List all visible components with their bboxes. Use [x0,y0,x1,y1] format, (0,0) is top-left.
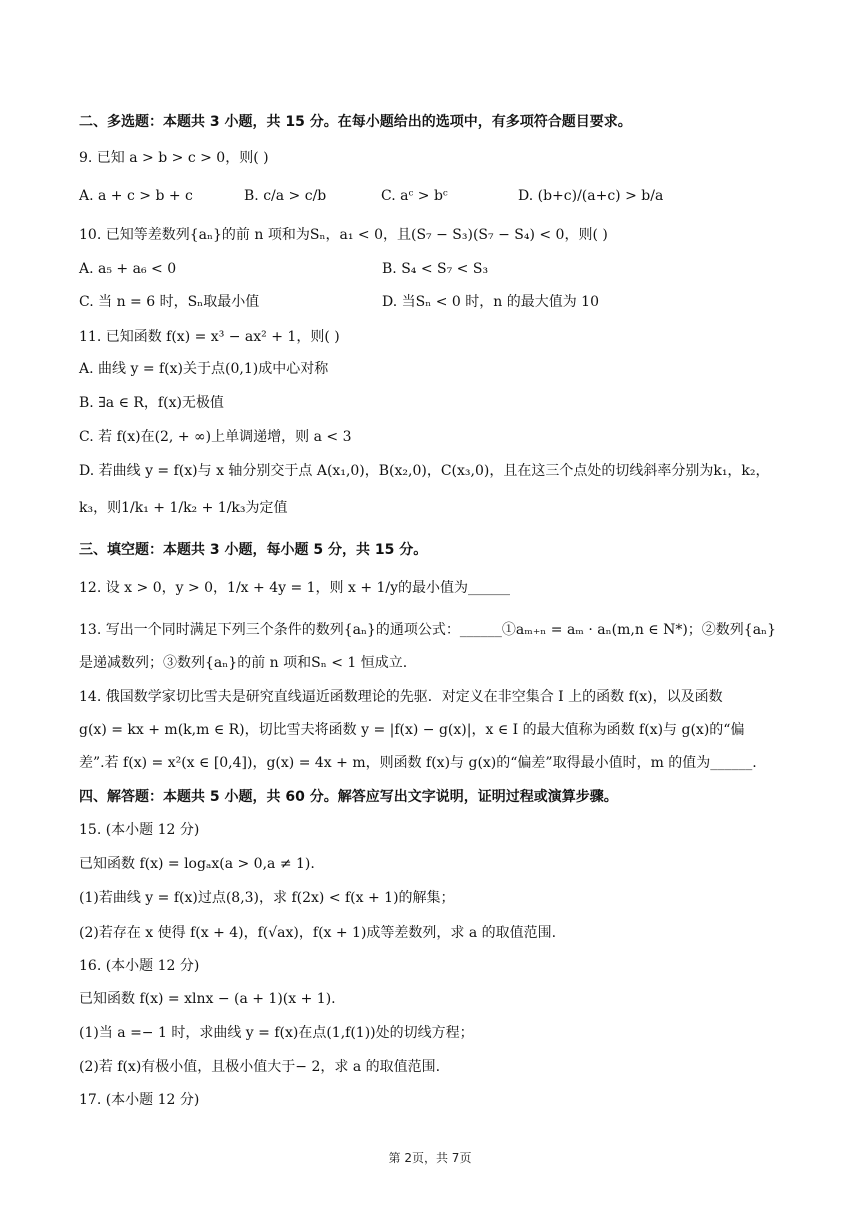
section2-heading: 二、多选题：本题共 3 小题，共 15 分。在每小题给出的选项中，有多项符合题目要求。 [79,114,632,130]
q15-given: 已知函数 f(x) = logₐx(a > 0,a ≠ 1). [79,856,315,872]
q14-line1: 14. 俄国数学家切比雪夫是研究直线逼近函数理论的先驱．对定义在非空集合 I 上的函数 f(x)，以及函数 [79,689,723,705]
q13-line1: 13. 写出一个同时满足下列三个条件的数列{aₙ}的通项公式：______①aₘ₊ₙ = aₘ · aₙ(m,n ∈ N*)；②数列{aₙ} [79,622,777,638]
section4-heading: 四、解答题：本题共 5 小题，共 60 分。解答应写出文字说明，证明过程或演算步骤。 [79,789,618,805]
q11-option-d: D. 若曲线 y = f(x)与 x 轴分别交于点 A(x₁,0)，B(x₂,0)，C(x₃,0)，且在这三个点处的切线斜率分别为k₁，k₂， [79,463,770,479]
q10-option-b: B. S₄ < S₇ < S₃ [382,261,489,277]
q11-option-d-cont: k₃，则1/k₁ + 1/k₂ + 1/k₃为定值 [79,500,288,516]
q9-option-c: C. aᶜ > bᶜ [381,188,448,204]
q10-stem: 10. 已知等差数列{aₙ}的前 n 项和为Sₙ，a₁ < 0，且(S₇ − S₃)(S₇ − S₄) < 0，则( ) [79,227,608,243]
q11-option-c: C. 若 f(x)在(2, + ∞)上单调递增，则 a < 3 [79,429,352,445]
q15-part1: (1)若曲线 y = f(x)过点(8,3)，求 f(2x) < f(x + 1)的解集； [79,890,455,906]
q13-line2: 是递减数列；③数列{aₙ}的前 n 项和Sₙ < 1 恒成立. [79,655,408,671]
q10-option-c: C. 当 n = 6 时，Sₙ取最小值 [79,294,260,310]
q14-line2: g(x) = kx + m(k,m ∈ R)，切比雪夫将函数 y = |f(x) − g(x)|，x ∈ I 的最大值称为函数 f(x)与 g(x)的“偏 [79,722,745,738]
q9-option-b: B. c/a > c/b [244,188,327,204]
q16-part2: (2)若 f(x)有极小值，且极小值大于− 2，求 a 的取值范围. [79,1059,441,1075]
page-footer: 第 2页，共 7页 [388,1151,472,1165]
q9-option-d: D. (b+c)/(a+c) > b/a [518,188,664,204]
q12-stem: 12. 设 x > 0，y > 0，1/x + 4y = 1，则 x + 1/y的最小值为______ [79,580,511,596]
q17-title: 17. (本小题 12 分) [79,1092,200,1108]
q16-part1: (1)当 a =− 1 时，求曲线 y = f(x)在点(1,f(1))处的切线方程； [79,1025,474,1041]
q15-title: 15. (本小题 12 分) [79,822,200,838]
q11-stem: 11. 已知函数 f(x) = x³ − ax² + 1，则( ) [79,329,340,345]
q9-stem: 9. 已知 a > b > c > 0，则( ) [79,150,269,166]
q16-given: 已知函数 f(x) = xlnx − (a + 1)(x + 1). [79,991,336,1007]
q10-option-a: A. a₅ + a₆ < 0 [79,261,177,277]
q9-option-a: A. a + c > b + c [79,188,193,204]
q11-option-b: B. ∃a ∈ R，f(x)无极值 [79,395,224,411]
section3-heading: 三、填空题：本题共 3 小题，每小题 5 分，共 15 分。 [79,542,428,558]
q14-line3: 差”.若 f(x) = x²(x ∈ [0,4])，g(x) = 4x + m，则函数 f(x)与 g(x)的“偏差”取得最小值时，m 的值为______. [79,755,757,771]
q16-title: 16. (本小题 12 分) [79,958,200,974]
q11-option-a: A. 曲线 y = f(x)关于点(0,1)成中心对称 [79,361,329,377]
q10-option-d: D. 当Sₙ < 0 时，n 的最大值为 10 [382,294,599,310]
q15-part2: (2)若存在 x 使得 f(x + 4)，f(√ax)，f(x + 1)成等差数列，求 a 的取值范围. [79,925,557,941]
